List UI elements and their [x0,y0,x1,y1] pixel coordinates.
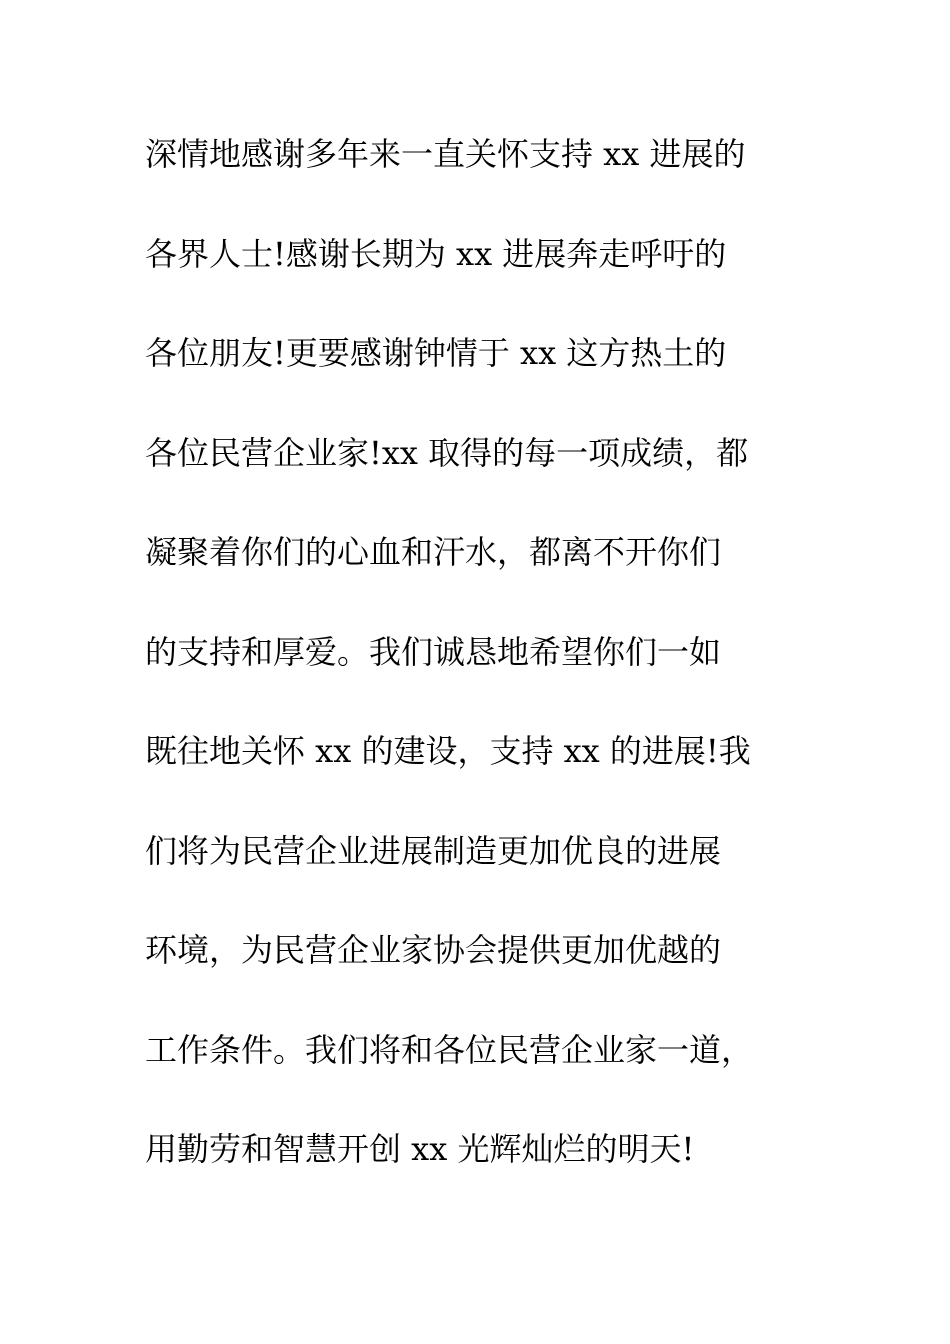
text-line-6: 的支持和厚爱。我们诚恳地希望你们一如 [145,632,722,671]
text-line-10: 工作条件。我们将和各位民营企业家一道， [145,1030,754,1069]
text-line-7: 既往地关怀 xx 的建设，支持 xx 的进展!我 [145,732,751,770]
text-line-9: 环境，为民营企业家协会提供更加优越的 [145,931,722,969]
text-line-11: 用勤劳和智慧开创 xx 光辉灿烂的明天! [145,1130,695,1168]
text-line-1: 深情地感谢多年来一直关怀支持 xx 进展的 [145,135,746,173]
text-line-4: 各位民营企业家!xx 取得的每一项成绩，都 [145,433,749,472]
text-line-2: 各界人士!感谢长期为 xx 进展奔走呼吁的 [145,234,727,273]
text-line-8: 们将为民营企业进展制造更加优良的进展 [145,831,722,870]
text-line-3: 各位朋友!更要感谢钟情于 xx 这方热土的 [145,334,727,372]
text-line-5: 凝聚着你们的心血和汗水，都离不开你们 [145,533,722,571]
body-text [145,124,825,1219]
